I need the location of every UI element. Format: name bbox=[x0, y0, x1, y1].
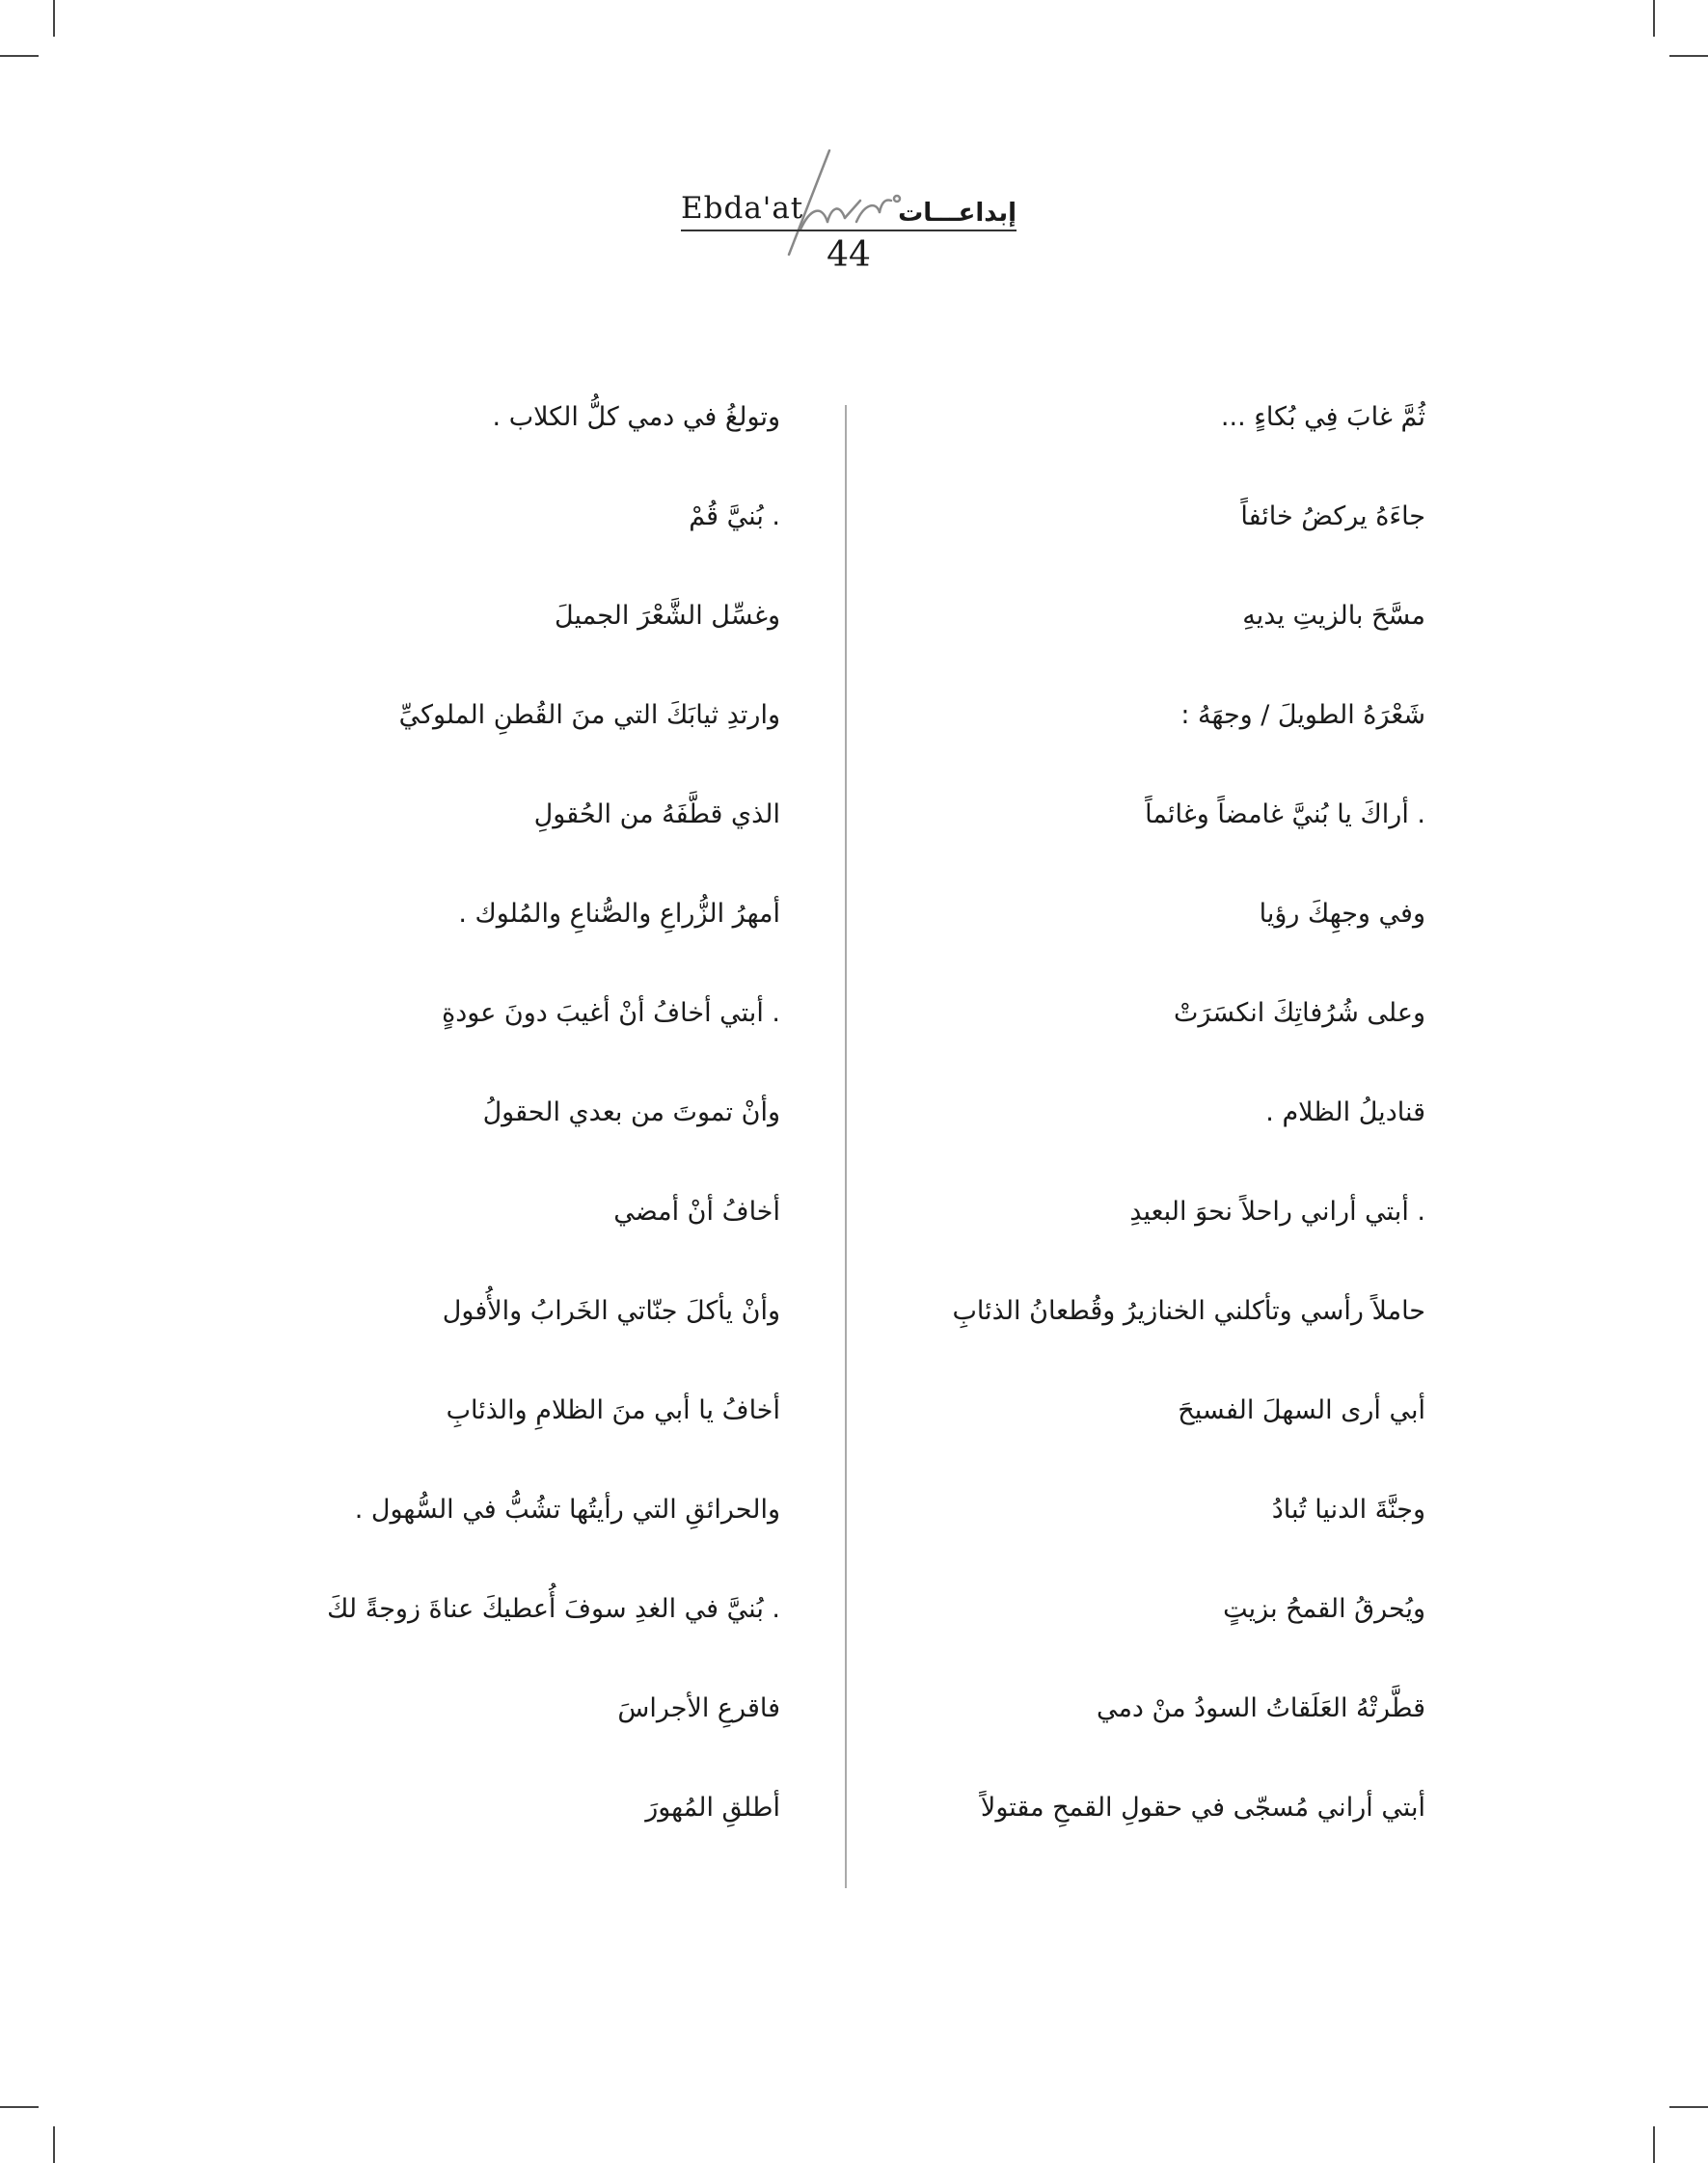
poem-line: أخافُ يا أبي منَ الظلامِ والذئابِ bbox=[446, 1395, 780, 1425]
poem-line: حاملاً رأسي وتأكلني الخنازيرُ وقُطعانُ الذئابِ bbox=[952, 1296, 1425, 1326]
poem-line: . أراكَ يا بُنيَّ غامضاً وغائماً bbox=[1145, 799, 1425, 829]
poem-line: أمهرُ الزُّراعِ والصُّناعِ والمُلوك . bbox=[458, 899, 780, 929]
poem-line: وارتدِ ثيابَكَ التي منَ القُطنِ الملوكيِّ bbox=[398, 700, 780, 730]
poem-line: قطَّرتْهُ العَلَقاتُ السودُ منْ دمي bbox=[1096, 1693, 1425, 1723]
poem-line: . أبتي أخافُ أنْ أغيبَ دونَ عودةٍ bbox=[442, 998, 780, 1028]
crop-mark bbox=[0, 2106, 39, 2108]
poem-line: الذي قطَّفَهُ من الحُقولِ bbox=[533, 799, 780, 829]
poem-line: شَعْرَهُ الطويلَ / وجهَهُ : bbox=[1180, 700, 1425, 730]
poem-column-left bbox=[163, 393, 780, 1883]
crop-mark bbox=[1653, 2126, 1655, 2163]
poem-line: أبتي أراني مُسجّى في حقولِ القمحِ مقتولاً bbox=[980, 1793, 1425, 1823]
poem-line: وأنْ تموتَ من بعدي الحقولُ bbox=[482, 1097, 780, 1127]
poem-line: . أبتي أراني راحلاً نحوَ البعيدِ bbox=[1129, 1197, 1425, 1227]
poem-line: قناديلُ الظلام . bbox=[1265, 1097, 1425, 1127]
header-rule bbox=[681, 230, 1017, 231]
poem-line: وغسِّل الشَّعْرَ الجميلَ bbox=[555, 601, 780, 631]
poem-line: والحرائقِ التي رأيتُها تشُبُّ في السُّهول . bbox=[354, 1495, 780, 1525]
poem-line: أخافُ أنْ أمضي bbox=[613, 1197, 780, 1227]
poem-line: . بُنيَّ في الغدِ سوفَ أُعطيكَ عناةَ زوجةً لكَ bbox=[327, 1594, 780, 1624]
crop-mark bbox=[0, 55, 39, 57]
poem-line: وعلى شُرُفاتِكَ انكسَرَتْ bbox=[1173, 998, 1425, 1028]
crop-mark bbox=[1669, 55, 1708, 57]
poem-line: وجنَّةَ الدنيا تُبادُ bbox=[1271, 1495, 1425, 1525]
page-number: 44 bbox=[827, 235, 871, 275]
poem-line: مسَّحَ بالزيتِ يديهِ bbox=[1242, 601, 1425, 631]
poem-line: ويُحرقُ القمحُ بزيتٍ bbox=[1223, 1594, 1425, 1624]
poem-line: . بُنيَّ قُمْ bbox=[689, 501, 780, 531]
poem-line: فاقرعِ الأجراسَ bbox=[617, 1693, 780, 1723]
magazine-title-arabic: إبداعـــات bbox=[898, 199, 1017, 228]
magazine-title-latin: Ebda'at bbox=[681, 191, 804, 226]
poem-line: أبي أرى السهلَ الفسيحَ bbox=[1178, 1395, 1425, 1425]
crop-mark bbox=[1653, 0, 1655, 37]
poem-line: وفي وجهِكَ رؤيا bbox=[1259, 899, 1425, 929]
page-header bbox=[675, 135, 1022, 289]
poem-line: جاءَهُ يركضُ خائفاً bbox=[1240, 501, 1425, 531]
crop-mark bbox=[53, 2126, 55, 2163]
poem-line: أطلقِ المُهورَ bbox=[645, 1793, 780, 1823]
poem-line: وتولغُ في دمي كلُّ الكلاب . bbox=[492, 402, 780, 432]
poem-column-right bbox=[808, 393, 1425, 1883]
crop-mark bbox=[1669, 2106, 1708, 2108]
crop-mark bbox=[53, 0, 55, 37]
poem-line: ثُمَّ غابَ فِي بُكاءٍ ... bbox=[1220, 402, 1425, 432]
poem-line: وأنْ يأكلَ جنّاتي الخَرابُ والأُفول bbox=[442, 1296, 780, 1326]
